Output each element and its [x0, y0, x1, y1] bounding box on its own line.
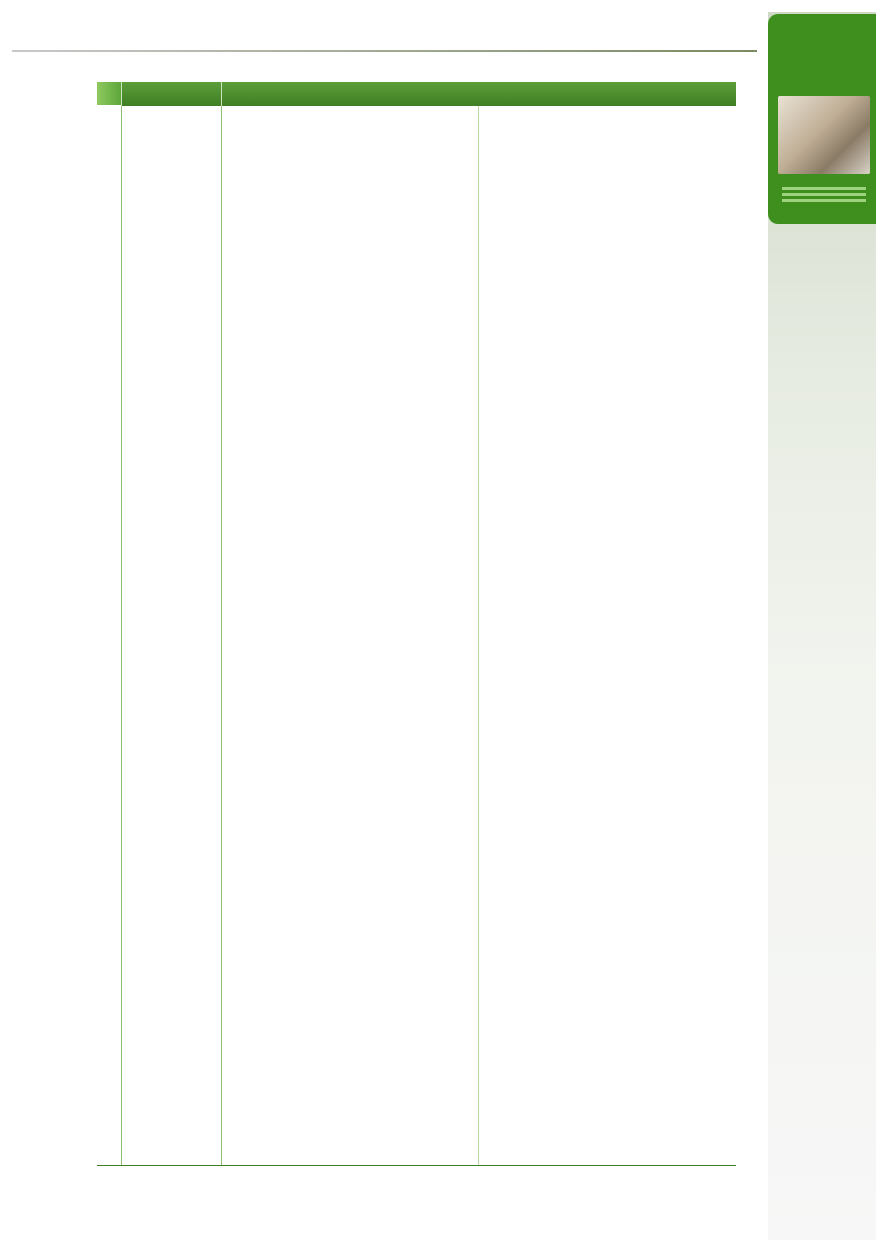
- header-material: [121, 82, 221, 106]
- header-combinations: [221, 82, 736, 106]
- header-category: [97, 82, 121, 106]
- character-portrait: [778, 96, 870, 174]
- portrait-caption-lines: [778, 184, 870, 212]
- top-rule: [12, 50, 757, 52]
- materia-combination-table: [97, 82, 736, 1166]
- table-header: [97, 82, 736, 106]
